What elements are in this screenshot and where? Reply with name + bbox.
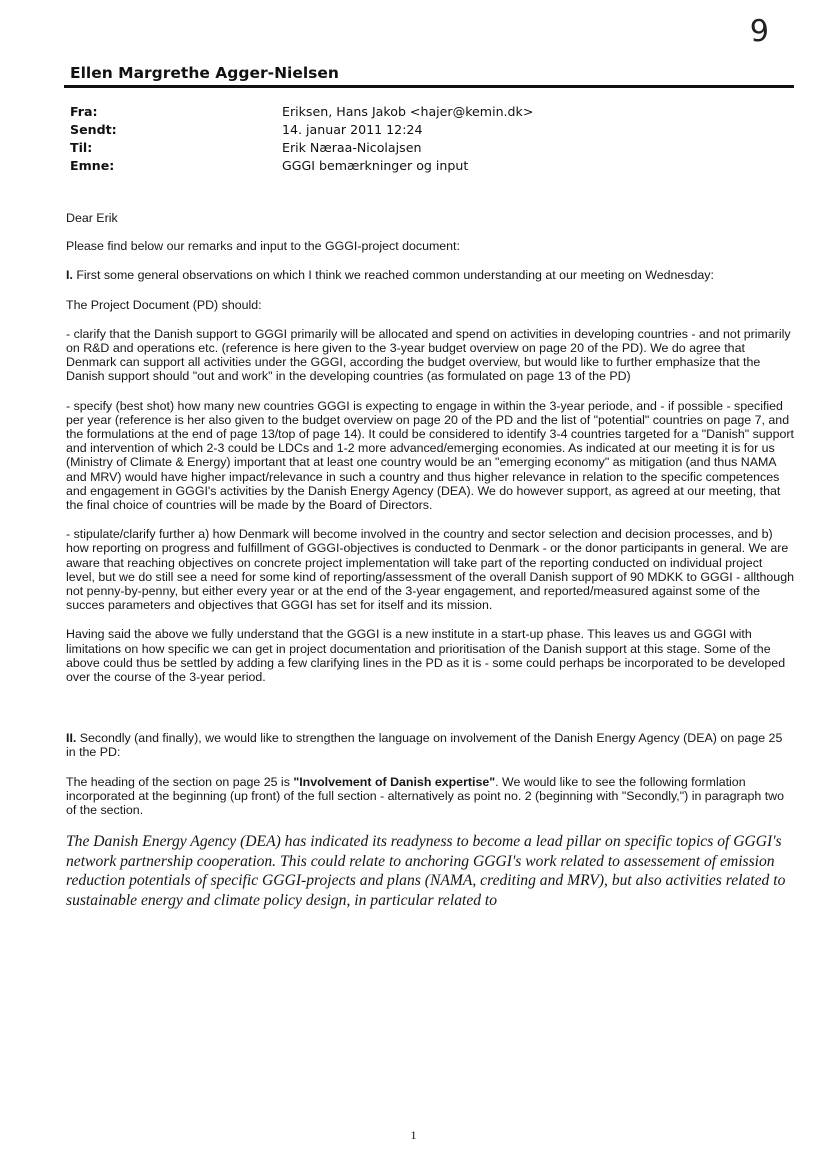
bullet-specify: - specify (best shot) how many new countries GGGI is expecting to engage in within the 3-year periode, and - if possible - specified per year (reference is her also given to the budget overview on page 20 of the PD and the list of "potential" countries on page 7, and the formulations at the end of page 13/top of page 14). It could be considered to identify 3-4 countries targeted for a "Danish" support and intervention of which 2-3 could be LDCs and 1-2 more advanced/emerging economies. As indicated at our meeting it is for us (Ministry of Climate & Energy) important that at least one country would be an "emerging economy" as mitigation (and thus NAMA and MRV) would have higher impact/relevance in such a country and thus higher relevance in relation to the specific competences and engagement in GGGI's activities by the Danish Energy Agency (DEA). We do however support, as agreed at our meeting, that the final choice of countries will be made by the Board of Directors. xyxy=(66,398,794,513)
section-1-marker: I. xyxy=(66,268,73,283)
header-label: Til: xyxy=(70,140,93,155)
section-1-paragraph xyxy=(66,268,794,282)
heading-pre: The heading of the section on page 25 is xyxy=(66,774,294,789)
header-label: Emne: xyxy=(70,158,115,173)
bullet-clarify: - clarify that the Danish support to GGGI primarily will be allocated and spend on activities in developing countries - and not primarily on R&D and operations etc. (reference is here given to the 3-year budget overview on page 20 of the PD). We do agree that Denmark can support all activities under the GGGI, according the budget overview, but would like to further emphasize that the Danish support should "out and work" in the developing countries (as formulated on page 13 of the PD) xyxy=(66,326,791,384)
header-value: Erik Næraa-Nicolajsen xyxy=(282,140,422,155)
spacer xyxy=(66,699,794,731)
section-2-marker: II. xyxy=(66,731,77,746)
section-1-text: First some general observations on which I think we reached common understanding at our meeting on Wednesday: xyxy=(72,268,714,283)
header-rule xyxy=(64,85,794,88)
greeting: Dear Erik xyxy=(66,211,118,225)
heading-paragraph xyxy=(66,775,794,818)
header-row-sent xyxy=(70,121,533,139)
header-value: 14. januar 2011 12:24 xyxy=(282,122,423,137)
bullet-stipulate: - stipulate/clarify further a) how Denmark will become involved in the country and sector selection and decision processes, and b) how reporting on progress and fulfillment of GGGI-objectives is conducted to Denmark - or the donor participants in general. We are aware that reaching objectives on concrete project implementation will take part of the reporting conducted on individual project level, but we do still see a need for some kind of reporting/assessment of the overall Danish support of 90 MDKK to GGGI - allthough not penny-by-penny, but either every year or at the end of the 3-year engagement, and reported/measured against some of the succes parameters and objectives that GGGI has set for itself and its mission. xyxy=(66,527,794,613)
proposed-formulation-quote: The Danish Energy Agency (DEA) has indicated its readyness to become a lead pillar on specific topics of GGGI's network partnership cooperation. This could relate to anchoring GGGI's work related to assessement of emission reduction potentials of specific GGGI-projects and plans (NAMA, crediting and MRV), but also activities related to sustainable energy and climate policy design, in particular related to xyxy=(66,833,786,909)
header-row-to xyxy=(70,139,533,157)
email-header xyxy=(70,103,533,175)
section-2-text: Secondly (and finally), we would like to strengthen the language on involvement of the Danish Energy Agency (DEA) on page 25 in the PD: xyxy=(66,731,783,760)
heading-post: . We would like to see the following formlation incorporated at the beginning (up front) of the full section - alternatively as point no. 2 (beginning with "Secondly,") in paragraph two of the section. xyxy=(66,774,785,818)
header-row-subject xyxy=(70,157,533,175)
heading-bold: "Involvement of Danish expertise" xyxy=(293,774,496,789)
section-2-paragraph xyxy=(66,731,794,759)
footer-page-number: 1 xyxy=(410,1128,417,1142)
sender-name: Ellen Margrethe Agger-Nielsen xyxy=(70,64,339,82)
header-value: Eriksen, Hans Jakob <hajer@kemin.dk> xyxy=(282,104,534,119)
header-value: GGGI bemærkninger og input xyxy=(282,158,469,173)
header-label: Sendt: xyxy=(70,122,117,137)
email-body xyxy=(66,211,794,910)
intro-paragraph: Please find below our remarks and input to the GGGI-project document: xyxy=(66,239,460,254)
header-label: Fra: xyxy=(70,104,98,119)
having-said-paragraph: Having said the above we fully understand that the GGGI is a new institute in a start-up phase. This leaves us and GGGI with limitations on how specific we can get in project documentation and prioritisation of the Danish support at this stage. Some of the above could thus be settled by adding a few clarifying lines in the PD as it is - some could perhaps be incorporated to be developed over the course of the 3-year period. xyxy=(66,627,786,685)
handwritten-page-number: 9 xyxy=(749,13,770,50)
pd-should-paragraph: The Project Document (PD) should: xyxy=(66,297,262,312)
header-row-from xyxy=(70,103,533,121)
